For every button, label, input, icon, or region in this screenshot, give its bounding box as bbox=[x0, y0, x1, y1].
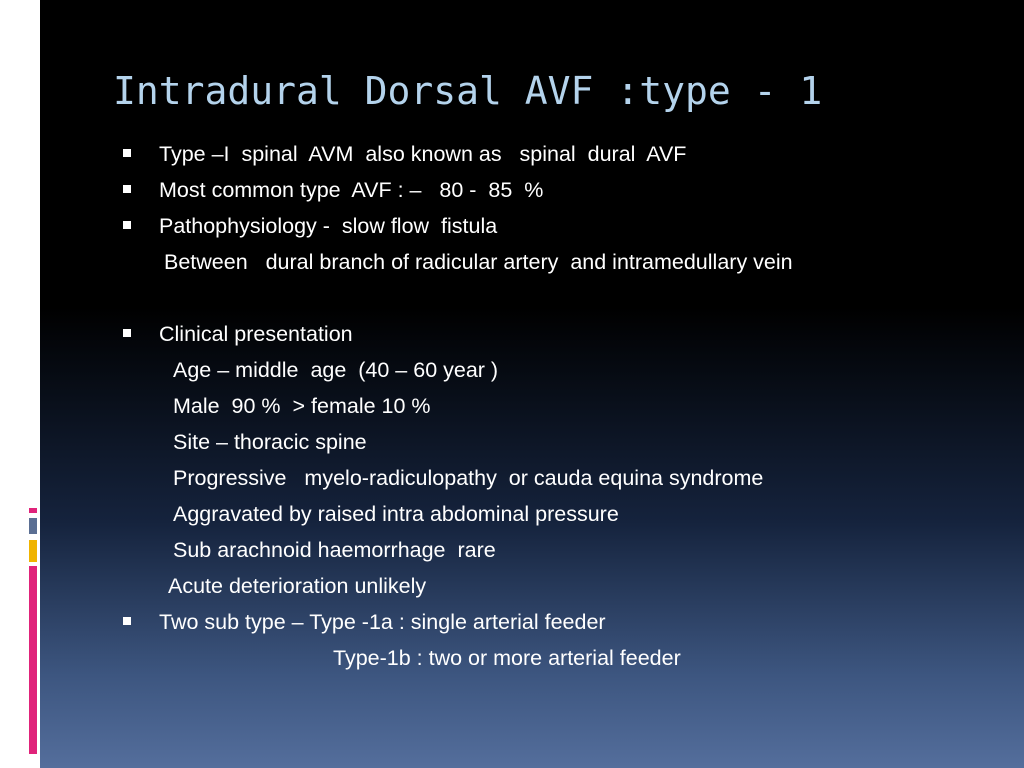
sub-text-progressive: Progressive myelo-radiculopathy or cauda equina syndrome bbox=[173, 466, 764, 490]
bullet-icon bbox=[123, 221, 131, 229]
bullet-icon bbox=[123, 329, 131, 337]
sub-text-aggravated: Aggravated by raised intra abdominal pressure bbox=[173, 502, 619, 526]
bullet-icon bbox=[123, 149, 131, 157]
bullet-text-pathophysiology: Pathophysiology - slow flow fistula bbox=[159, 214, 498, 238]
bullet-icon bbox=[123, 185, 131, 193]
bullet-icon bbox=[123, 617, 131, 625]
sub-text-type-1b: Type-1b : two or more arterial feeder bbox=[333, 646, 681, 670]
sub-text-site: Site – thoracic spine bbox=[173, 430, 367, 454]
accent-bar-slate bbox=[29, 518, 37, 534]
sub-text-male-female: Male 90 % > female 10 % bbox=[173, 394, 431, 418]
slide-title: Intradural Dorsal AVF :type - 1 bbox=[113, 69, 823, 113]
bullet-text-two-sub-type: Two sub type – Type -1a : single arterial feeder bbox=[159, 610, 606, 634]
sub-text-age: Age – middle age (40 – 60 year ) bbox=[173, 358, 499, 382]
bullet-text-most-common: Most common type AVF : – 80 - 85 % bbox=[159, 178, 544, 202]
sub-text-deterioration: Acute deterioration unlikely bbox=[168, 574, 427, 598]
sub-text-haemorrhage: Sub arachnoid haemorrhage rare bbox=[173, 538, 496, 562]
sub-text-between: Between dural branch of radicular artery and intramedullary vein bbox=[164, 250, 793, 274]
bullet-text-type-1: Type –I spinal AVM also known as spinal dural AVF bbox=[159, 142, 687, 166]
accent-bar-pink-long bbox=[29, 566, 37, 754]
accent-bar-yellow bbox=[29, 540, 37, 562]
accent-bar-pink-small bbox=[29, 508, 37, 513]
bullet-text-clinical-presentation: Clinical presentation bbox=[159, 322, 353, 346]
